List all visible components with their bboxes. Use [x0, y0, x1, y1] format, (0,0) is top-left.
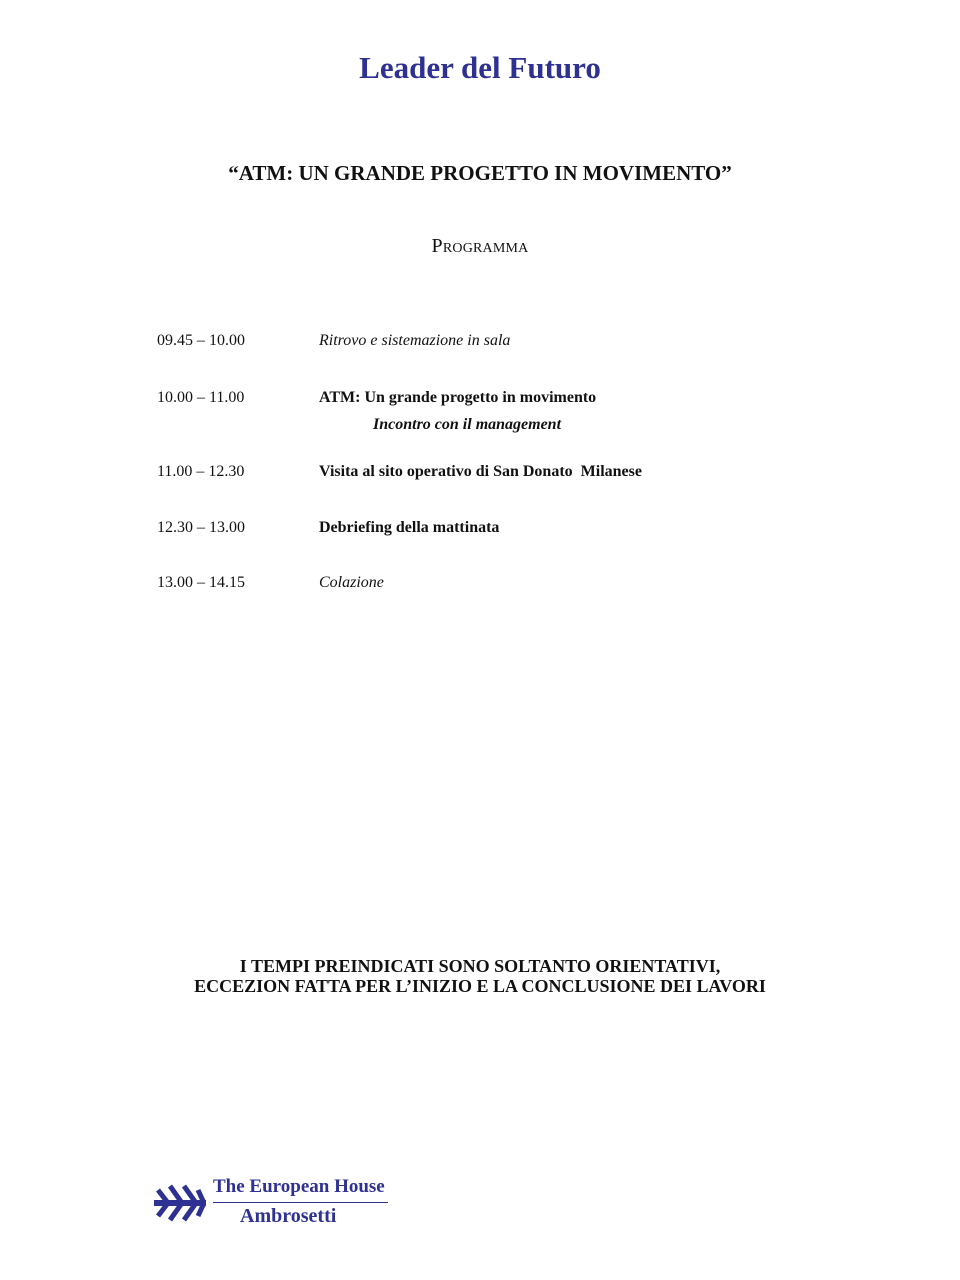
schedule-time: 13.00 – 14.15 [157, 574, 245, 591]
document-title: Leader del Futuro [359, 50, 601, 85]
logo-text-top: The European House [213, 1176, 385, 1197]
notice-line: I TEMPI PREINDICATI SONO SOLTANTO ORIENTATIVI, [239, 956, 721, 976]
schedule-item: Ritrovo e sistemazione in sala [319, 332, 511, 349]
event-subtitle: “ATM: UN GRANDE PROGETTO IN MOVIMENTO” [228, 161, 732, 185]
notice-line: ECCEZION FATTA PER L’INIZIO E LA CONCLUSIONE DEI LAVORI [194, 976, 766, 996]
logo-divider [213, 1202, 388, 1203]
schedule-item-subtitle: Incontro con il management [373, 416, 562, 433]
schedule-item: Debriefing della mattinata [319, 519, 500, 536]
section-heading: Programma [431, 235, 529, 257]
schedule-time: 09.45 – 10.00 [157, 332, 245, 349]
logo-text-bottom: Ambrosetti [240, 1205, 337, 1227]
schedule-item: Colazione [319, 574, 384, 591]
schedule-item: ATM: Un grande progetto in movimento [319, 389, 597, 406]
schedule-item: Visita al sito operativo di San Donato Milanese [319, 463, 642, 480]
ambrosetti-logo-icon [154, 1182, 206, 1224]
schedule-time: 11.00 – 12.30 [157, 463, 245, 480]
schedule-time: 12.30 – 13.00 [157, 519, 245, 536]
schedule-time: 10.00 – 11.00 [157, 389, 245, 406]
